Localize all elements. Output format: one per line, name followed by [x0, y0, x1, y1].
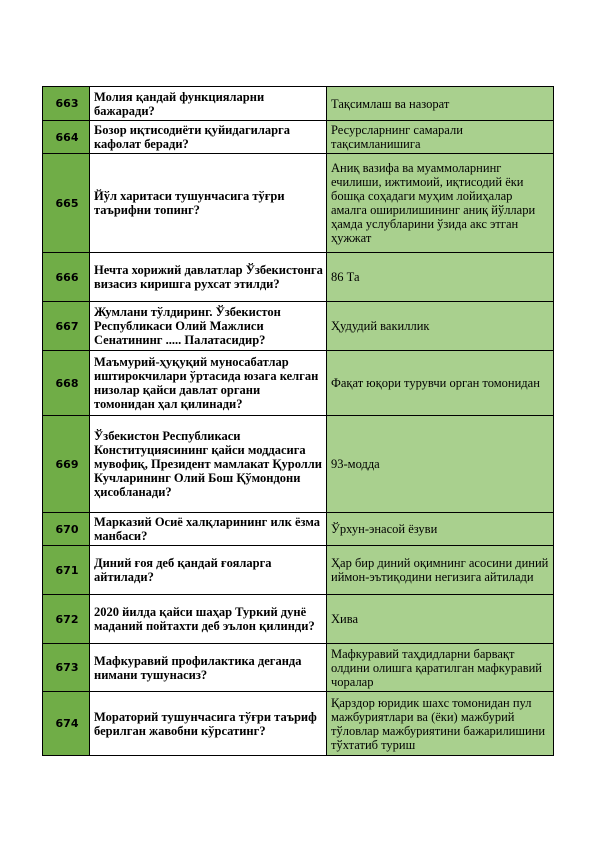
- table-row: [43, 513, 554, 546]
- table-row: [43, 87, 554, 121]
- table-row: [43, 692, 554, 756]
- question-cell: Бозор иқтисодиёти қуйидагиларга кафолат беради?: [90, 121, 327, 154]
- answer-cell: 86 Та: [327, 253, 554, 302]
- row-number: 667: [43, 302, 90, 351]
- question-cell: Молия қандай функцияларни бажаради?: [90, 87, 327, 121]
- row-number: 674: [43, 692, 90, 756]
- question-cell: Мафкуравий профилактика деганда нимани тушунасиз?: [90, 644, 327, 692]
- answer-cell: Ўрхун-энасой ёзуви: [327, 513, 554, 546]
- question-cell: Мораторий тушунчасига тўғри таъриф берилган жавобни кўрсатинг?: [90, 692, 327, 756]
- answer-cell: Ҳар бир диний оқимнинг асосини диний иймон-эътиқодини негизига айтилади: [327, 546, 554, 595]
- row-number: 672: [43, 595, 90, 644]
- row-number: 664: [43, 121, 90, 154]
- table-row: [43, 121, 554, 154]
- answer-cell: Қарздор юридик шахс томонидан пул мажбуриятлари ва (ёки) мажбурий тўловлар мажбуриятини бажарилишини тўхтатиб туриш: [327, 692, 554, 756]
- question-cell: 2020 йилда қайси шаҳар Туркий дунё маданий пойтахти деб эълон қилинди?: [90, 595, 327, 644]
- question-cell: Диний ғоя деб қандай ғояларга айтилади?: [90, 546, 327, 595]
- row-number: 668: [43, 351, 90, 416]
- answer-cell: Фақат юқори турувчи орган томонидан: [327, 351, 554, 416]
- row-number: 670: [43, 513, 90, 546]
- row-number: 669: [43, 416, 90, 513]
- table-row: [43, 154, 554, 253]
- answer-cell: Ресурсларнинг самарали тақсимланишига: [327, 121, 554, 154]
- answer-cell: Хива: [327, 595, 554, 644]
- row-number: 671: [43, 546, 90, 595]
- answer-cell: Аниқ вазифа ва муаммоларнинг ечилиши, ижтимоий, иқтисодий ёки бошқа соҳадаги муҳим лойиҳалар амалга оширилишининг аниқ йўллари ҳамда услубларини ўзида акс этган ҳужжат: [327, 154, 554, 253]
- answer-cell: Ҳудудий вакиллик: [327, 302, 554, 351]
- table-row: [43, 351, 554, 416]
- answer-cell: 93-модда: [327, 416, 554, 513]
- answer-cell: Мафкуравий таҳдидларни барвақт олдини олишга қаратилган мафкуравий чоралар: [327, 644, 554, 692]
- row-number: 666: [43, 253, 90, 302]
- question-cell: Маъмурий-ҳуқуқий муносабатлар иштирокчилари ўртасида юзага келган низолар қайси давлат органи томонидан ҳал қилинади?: [90, 351, 327, 416]
- table-row: [43, 644, 554, 692]
- question-cell: Марказий Осиё халқларининг илк ёзма манбаси?: [90, 513, 327, 546]
- table-row: [43, 253, 554, 302]
- question-cell: Жумлани тўлдиринг. Ўзбекистон Республикаси Олий Мажлиси Сенатининг ..... Палатасидир?: [90, 302, 327, 351]
- row-number: 673: [43, 644, 90, 692]
- table-row: [43, 416, 554, 513]
- question-cell: Йўл харитаси тушунчасига тўғри таърифни топинг?: [90, 154, 327, 253]
- row-number: 663: [43, 87, 90, 121]
- question-cell: Ўзбекистон Республикаси Конституциясининг қайси моддасига мувофиқ, Президент мамлакат Қуролли Кучларининг Олий Бош Қўмондони ҳисобланади?: [90, 416, 327, 513]
- table-row: [43, 595, 554, 644]
- questions-table: [42, 86, 554, 756]
- question-cell: Нечта хорижий давлатлар Ўзбекистонга визасиз киришга рухсат этилди?: [90, 253, 327, 302]
- answer-cell: Тақсимлаш ва назорат: [327, 87, 554, 121]
- table-row: [43, 302, 554, 351]
- row-number: 665: [43, 154, 90, 253]
- table-row: [43, 546, 554, 595]
